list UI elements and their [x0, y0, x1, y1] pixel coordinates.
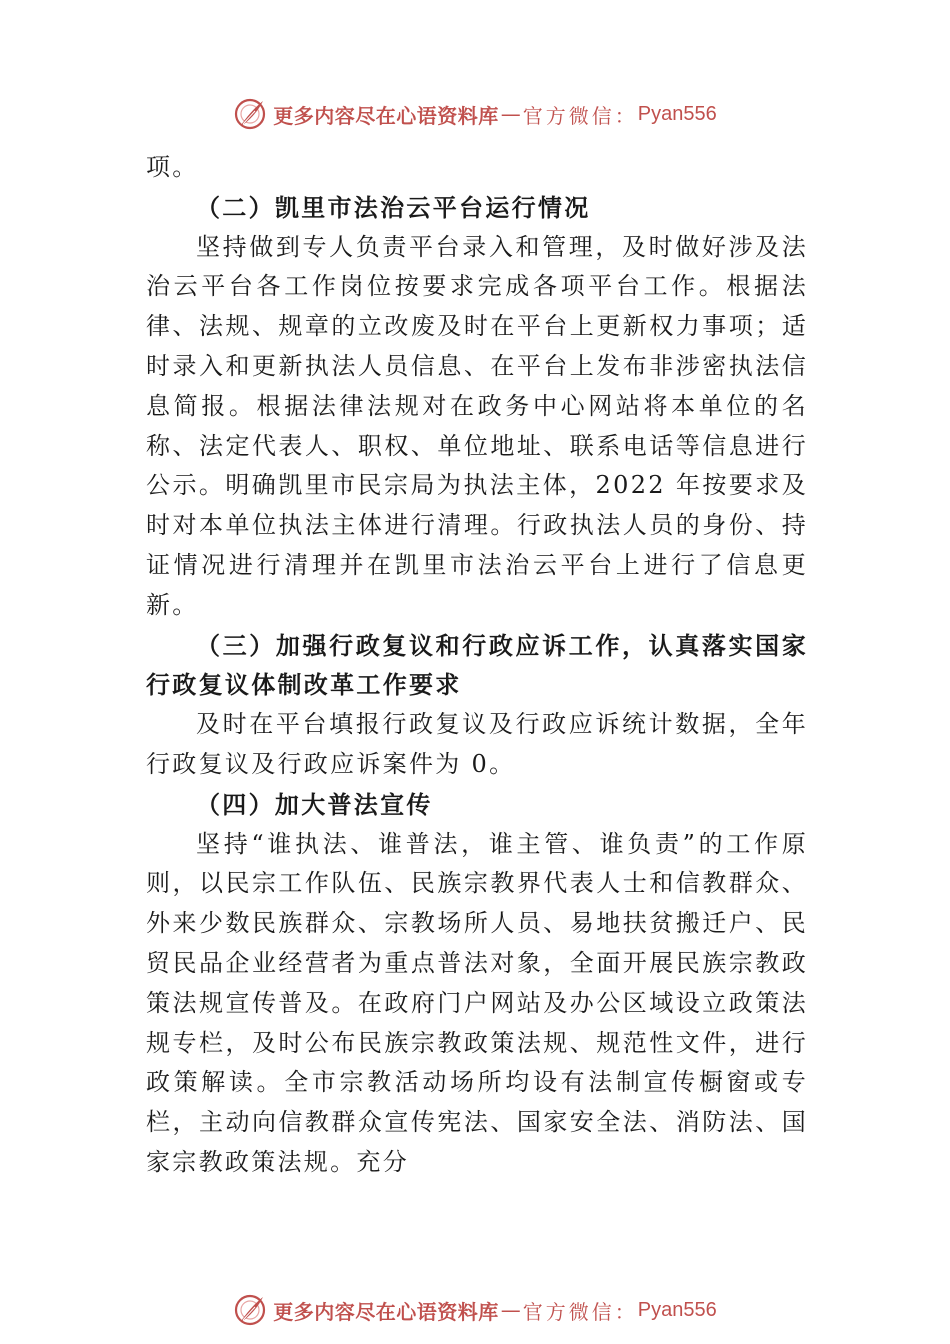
- document-body: [146, 148, 808, 1183]
- quill-logo-icon: [233, 1293, 267, 1327]
- watermark-dash: —: [500, 1298, 521, 1322]
- watermark-wechat-label: 官方微信：: [522, 103, 638, 128]
- paragraph-cloud-platform: 坚持做到专人负责平台录入和管理，及时做好涉及法治云平台各工作岗位按要求完成各项平台工作。根据法律、法规、规章的立改废及时在平台上更新权力事项；适时录入和更新执法人员信息、在平台上发布非涉密执法信息简报。根据法律法规对在政务中心网站将本单位的名称、法定代表人、职权、单位地址、联系电话等信息进行公示。明确凯里市民宗局为执法主体，2022 年按要求及时对本单位执法主体进行清理。行政执法人员的身份、持证情况进行清理并在凯里市法治云平台上进行了信息更新。: [146, 232, 808, 619]
- quill-logo-icon: [233, 97, 267, 131]
- watermark-header: [0, 94, 950, 134]
- paragraph-administrative-review: 及时在平台填报行政复议及行政应诉统计数据，全年行政复议及行政应诉案件为 0。: [146, 710, 808, 778]
- watermark-main-text: 更多内容尽在心语资料库: [273, 1299, 499, 1324]
- section-heading-3: （三）加强行政复议和行政应诉工作，认真落实国家行政复议体制改革工作要求: [146, 630, 808, 700]
- watermark-dash: —: [500, 102, 521, 126]
- watermark-wechat-id: Pyan556: [637, 102, 717, 125]
- section-heading-2: （二）凯里市法治云平台运行情况: [196, 192, 591, 222]
- watermark-footer: [0, 1290, 950, 1330]
- watermark-main-text: 更多内容尽在心语资料库: [273, 103, 499, 128]
- paragraph-legal-publicity: 坚持“谁执法、谁普法，谁主管、谁负责”的工作原则，以民宗工作队伍、民族宗教界代表人士和信教群众、外来少数民族群众、宗教场所人员、易地扶贫搬迁户、民贸民品企业经营者为重点普法对象，全面开展民族宗教政策法规宣传普及。在政府门户网站及办公区域设立政策法规专栏，及时公布民族宗教政策法规、规范性文件，进行政策解读。全市宗教活动场所均设有法制宣传橱窗或专栏，主动向信教群众宣传宪法、国家安全法、消防法、国家宗教政策法规。充分: [146, 829, 808, 1176]
- section-heading-4: （四）加大普法宣传: [196, 789, 433, 819]
- watermark-wechat-label: 官方微信：: [522, 1299, 638, 1324]
- paragraph-continuation: 项。: [146, 153, 199, 181]
- watermark-wechat-id: Pyan556: [637, 1298, 717, 1321]
